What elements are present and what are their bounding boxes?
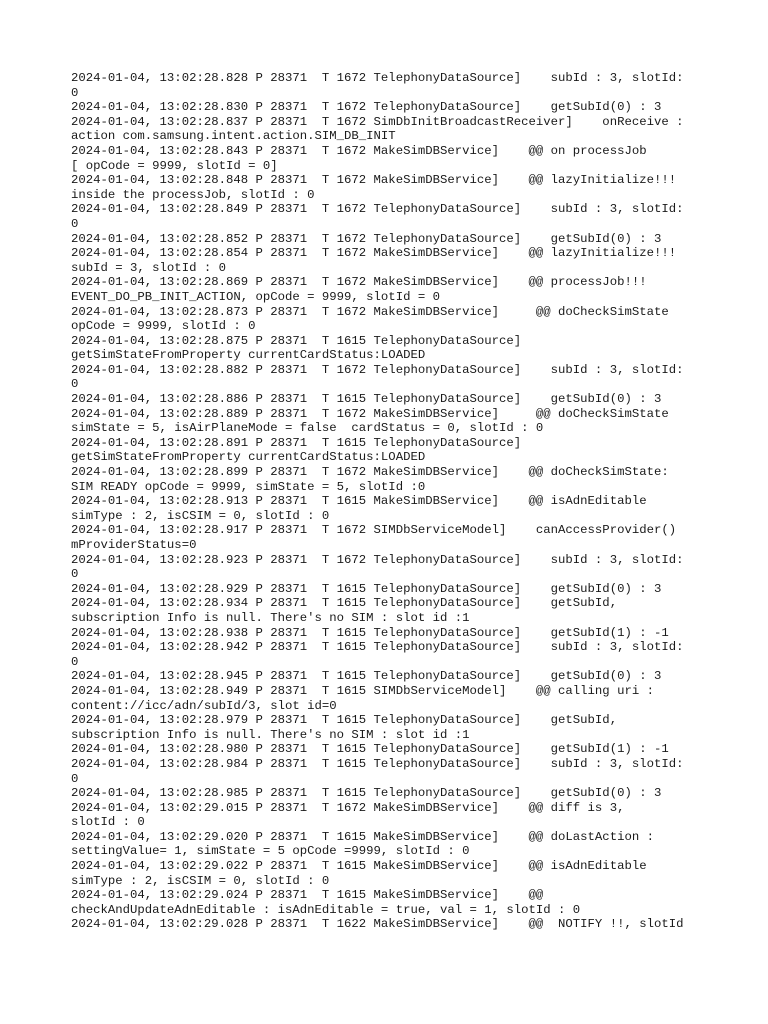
log-line: 2024-01-04, 13:02:28.849 P 28371 T 1672 TelephonyDataSource] subId : 3, slotId:	[71, 202, 684, 217]
log-line: getSimStateFromProperty currentCardStatus:LOADED	[71, 450, 426, 465]
log-line: checkAndUpdateAdnEditable : isAdnEditable = true, val = 1, slotId : 0	[71, 902, 581, 917]
log-line: 2024-01-04, 13:02:28.837 P 28371 T 1672 SimDbInitBroadcastReceiver] onReceive :	[71, 114, 684, 129]
log-line: 2024-01-04, 13:02:28.984 P 28371 T 1615 TelephonyDataSource] subId : 3, slotId:	[71, 756, 684, 771]
log-line: 2024-01-04, 13:02:29.015 P 28371 T 1672 MakeSimDBService] @@ diff is 3,	[71, 800, 625, 815]
log-line: settingValue= 1, simState = 5 opCode =9999, slotId : 0	[71, 844, 470, 859]
log-line: 2024-01-04, 13:02:28.875 P 28371 T 1615 TelephonyDataSource]	[71, 333, 522, 348]
log-line: 0	[71, 85, 79, 100]
log-line: getSimStateFromProperty currentCardStatus:LOADED	[71, 348, 426, 363]
log-line: 2024-01-04, 13:02:28.938 P 28371 T 1615 TelephonyDataSource] getSubId(1) : -1	[71, 625, 669, 640]
log-line: 2024-01-04, 13:02:29.028 P 28371 T 1622 MakeSimDBService] @@ NOTIFY !!, slotId	[71, 917, 684, 932]
log-line: 2024-01-04, 13:02:28.852 P 28371 T 1672 TelephonyDataSource] getSubId(0) : 3	[71, 231, 662, 246]
log-line: 2024-01-04, 13:02:28.869 P 28371 T 1672 MakeSimDBService] @@ processJob!!!	[71, 275, 647, 290]
log-line: 2024-01-04, 13:02:29.024 P 28371 T 1615 MakeSimDBService] @@	[71, 888, 544, 903]
log-line: 2024-01-04, 13:02:28.929 P 28371 T 1615 TelephonyDataSource] getSubId(0) : 3	[71, 581, 662, 596]
log-line: 0	[71, 771, 79, 786]
log-line: 2024-01-04, 13:02:28.949 P 28371 T 1615 SIMDbServiceModel] @@ calling uri :	[71, 683, 654, 698]
log-line: mProviderStatus=0	[71, 538, 197, 552]
log-line: inside the processJob, slotId : 0	[71, 187, 315, 202]
log-line: 2024-01-04, 13:02:28.843 P 28371 T 1672 MakeSimDBService] @@ on processJob	[71, 143, 647, 158]
log-line: 2024-01-04, 13:02:28.830 P 28371 T 1672 TelephonyDataSource] getSubId(0) : 3	[71, 100, 662, 115]
log-line: 2024-01-04, 13:02:28.934 P 28371 T 1615 TelephonyDataSource] getSubId,	[71, 596, 618, 611]
log-line: slotId : 0	[71, 815, 145, 830]
log-line: simType : 2, isCSIM = 0, slotId : 0	[71, 508, 330, 523]
log-line: content://icc/adn/subId/3, slot id=0	[71, 698, 337, 713]
log-line: simType : 2, isCSIM = 0, slotId : 0	[71, 873, 330, 888]
log-line: 0	[71, 654, 79, 669]
log-line: 2024-01-04, 13:02:28.979 P 28371 T 1615 TelephonyDataSource] getSubId,	[71, 713, 618, 728]
log-line: 2024-01-04, 13:02:28.942 P 28371 T 1615 TelephonyDataSource] subId : 3, slotId:	[71, 640, 684, 655]
log-line: 2024-01-04, 13:02:28.889 P 28371 T 1672 MakeSimDBService] @@ doCheckSimState	[71, 406, 669, 421]
log-line: subscription Info is null. There's no SIM : slot id :1	[71, 727, 470, 742]
log-line: 0	[71, 377, 79, 392]
log-line: 2024-01-04, 13:02:28.891 P 28371 T 1615 TelephonyDataSource]	[71, 435, 522, 450]
log-line: 2024-01-04, 13:02:28.886 P 28371 T 1615 TelephonyDataSource] getSubId(0) : 3	[71, 392, 662, 407]
log-line: 2024-01-04, 13:02:28.980 P 28371 T 1615 TelephonyDataSource] getSubId(1) : -1	[71, 742, 669, 757]
log-line: opCode = 9999, slotId : 0	[71, 319, 256, 334]
log-line: 2024-01-04, 13:02:29.022 P 28371 T 1615 MakeSimDBService] @@ isAdnEditable	[71, 859, 647, 874]
log-line: 2024-01-04, 13:02:28.882 P 28371 T 1672 TelephonyDataSource] subId : 3, slotId:	[71, 362, 684, 377]
log-line: [ opCode = 9999, slotId = 0]	[71, 158, 278, 173]
log-line: 2024-01-04, 13:02:28.985 P 28371 T 1615 TelephonyDataSource] getSubId(0) : 3	[71, 786, 662, 801]
log-line: EVENT_DO_PB_INIT_ACTION, opCode = 9999, slotId = 0	[71, 289, 440, 304]
log-line: 2024-01-04, 13:02:28.923 P 28371 T 1672 TelephonyDataSource] subId : 3, slotId:	[71, 552, 684, 567]
log-line: action com.samsung.intent.action.SIM_DB_INIT	[71, 129, 396, 144]
log-line: simState = 5, isAirPlaneMode = false cardStatus = 0, slotId : 0	[71, 421, 544, 436]
log-line: SIM READY opCode = 9999, simState = 5, slotId :0	[71, 479, 426, 494]
log-document	[71, 71, 711, 932]
log-line: 2024-01-04, 13:02:28.945 P 28371 T 1615 TelephonyDataSource] getSubId(0) : 3	[71, 669, 662, 684]
log-line: 2024-01-04, 13:02:28.828 P 28371 T 1672 TelephonyDataSource] subId : 3, slotId:	[71, 71, 684, 85]
log-line: subscription Info is null. There's no SIM : slot id :1	[71, 610, 470, 625]
log-line: 2024-01-04, 13:02:29.020 P 28371 T 1615 MakeSimDBService] @@ doLastAction :	[71, 829, 654, 844]
log-line: subId = 3, slotId : 0	[71, 260, 226, 275]
log-line: 0	[71, 216, 79, 231]
log-line: 2024-01-04, 13:02:28.848 P 28371 T 1672 MakeSimDBService] @@ lazyInitialize!!!	[71, 173, 677, 188]
log-line: 0	[71, 567, 79, 582]
log-line: 2024-01-04, 13:02:28.899 P 28371 T 1672 MakeSimDBService] @@ doCheckSimState:	[71, 465, 669, 480]
log-line: 2024-01-04, 13:02:28.917 P 28371 T 1672 SIMDbServiceModel] canAccessProvider()	[71, 523, 677, 538]
log-line: 2024-01-04, 13:02:28.873 P 28371 T 1672 MakeSimDBService] @@ doCheckSimState	[71, 304, 669, 319]
log-line: 2024-01-04, 13:02:28.913 P 28371 T 1615 MakeSimDBService] @@ isAdnEditable	[71, 494, 647, 509]
log-line: 2024-01-04, 13:02:28.854 P 28371 T 1672 MakeSimDBService] @@ lazyInitialize!!!	[71, 246, 677, 261]
